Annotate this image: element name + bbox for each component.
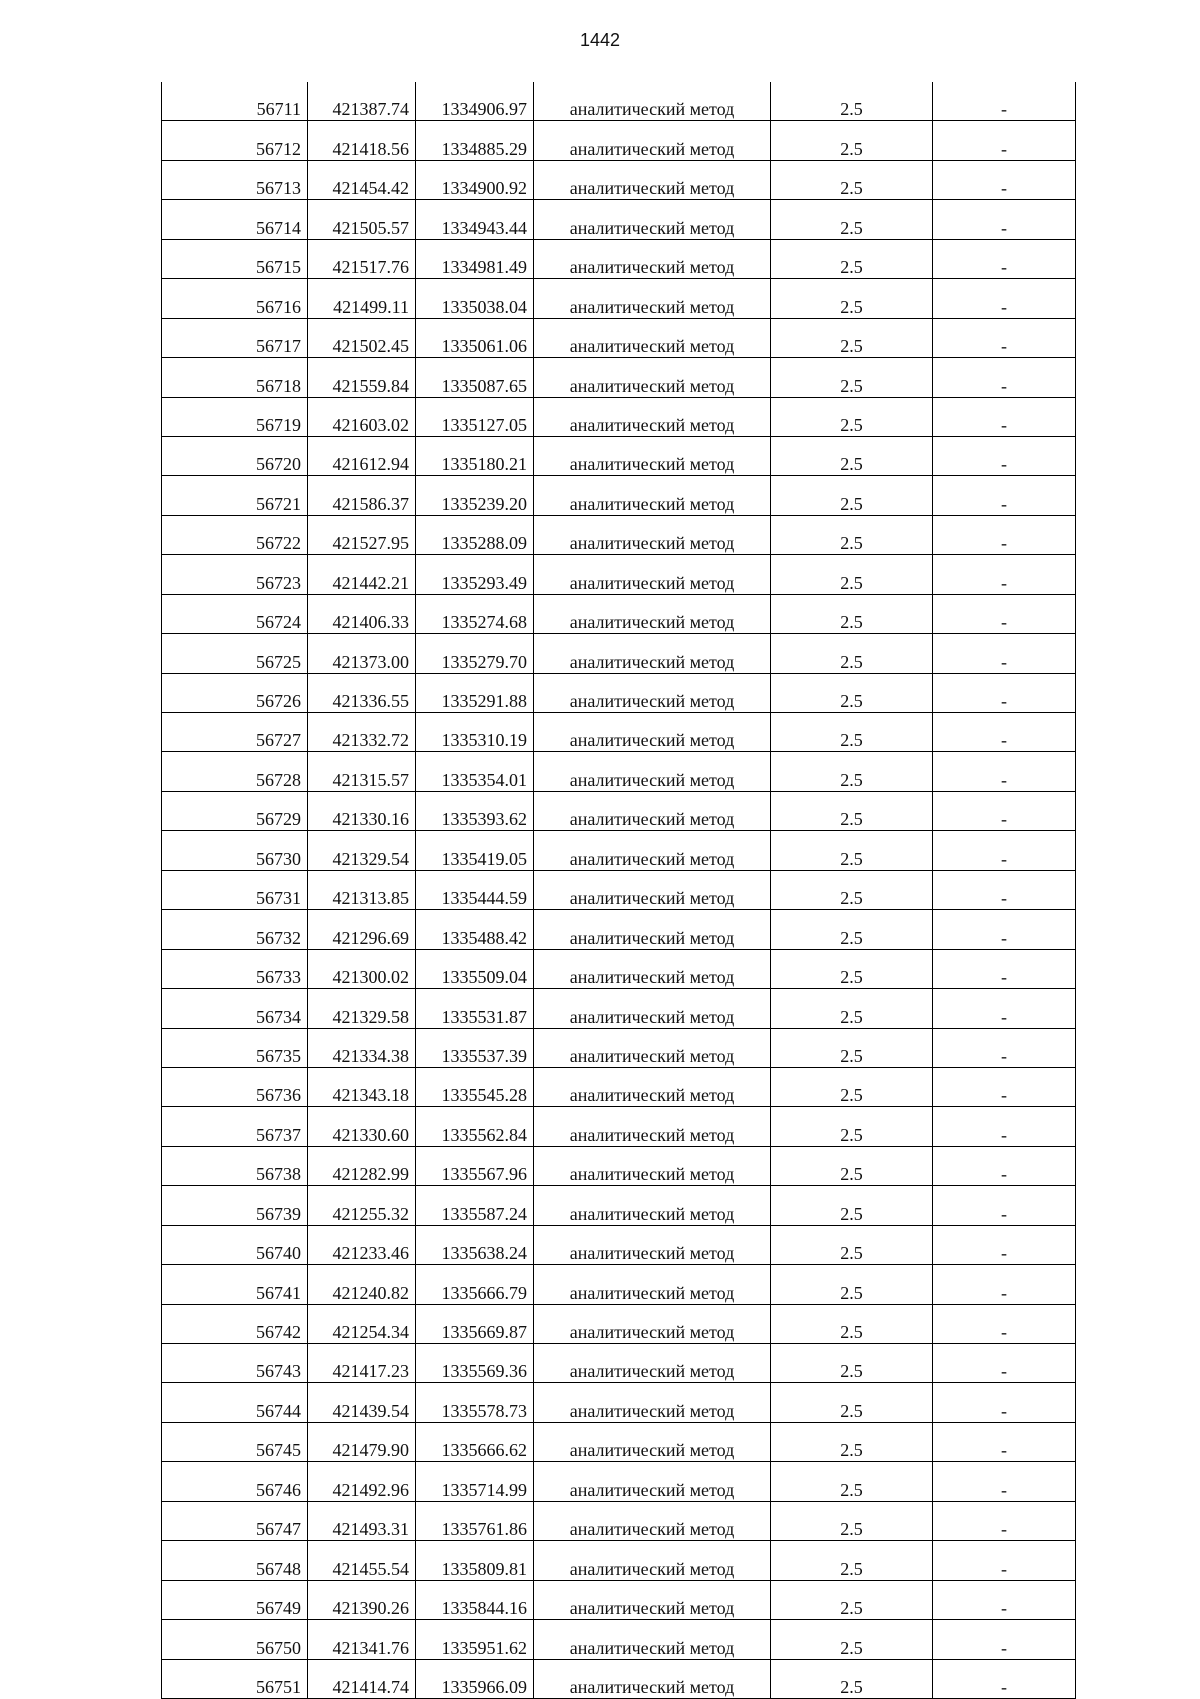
point-number-cell: 56729 bbox=[162, 791, 308, 830]
method-cell: аналитический метод bbox=[534, 673, 771, 712]
table-row bbox=[162, 791, 1076, 830]
note-cell: - bbox=[933, 1383, 1076, 1422]
y-coordinate-cell: 1335291.88 bbox=[416, 673, 534, 712]
method-cell: аналитический метод bbox=[534, 949, 771, 988]
x-coordinate-cell: 421442.21 bbox=[308, 555, 416, 594]
method-cell: аналитический метод bbox=[534, 1146, 771, 1185]
point-number-cell: 56712 bbox=[162, 121, 308, 160]
note-cell: - bbox=[933, 200, 1076, 239]
point-number-cell: 56720 bbox=[162, 436, 308, 475]
table-row bbox=[162, 1265, 1076, 1304]
note-cell: - bbox=[933, 1146, 1076, 1185]
x-coordinate-cell: 421341.76 bbox=[308, 1620, 416, 1659]
y-coordinate-cell: 1335569.36 bbox=[416, 1344, 534, 1383]
point-number-cell: 56730 bbox=[162, 831, 308, 870]
y-coordinate-cell: 1335638.24 bbox=[416, 1225, 534, 1264]
note-cell: - bbox=[933, 1541, 1076, 1580]
x-coordinate-cell: 421612.94 bbox=[308, 436, 416, 475]
note-cell: - bbox=[933, 1265, 1076, 1304]
note-cell: - bbox=[933, 82, 1076, 121]
table-row bbox=[162, 555, 1076, 594]
point-number-cell: 56750 bbox=[162, 1620, 308, 1659]
point-number-cell: 56745 bbox=[162, 1422, 308, 1461]
y-coordinate-cell: 1335038.04 bbox=[416, 279, 534, 318]
x-coordinate-cell: 421343.18 bbox=[308, 1067, 416, 1106]
accuracy-cell: 2.5 bbox=[771, 1067, 933, 1106]
method-cell: аналитический метод bbox=[534, 713, 771, 752]
x-coordinate-cell: 421373.00 bbox=[308, 634, 416, 673]
y-coordinate-cell: 1335127.05 bbox=[416, 397, 534, 436]
accuracy-cell: 2.5 bbox=[771, 1265, 933, 1304]
note-cell: - bbox=[933, 791, 1076, 830]
note-cell: - bbox=[933, 1225, 1076, 1264]
method-cell: аналитический метод bbox=[534, 82, 771, 121]
note-cell: - bbox=[933, 160, 1076, 199]
x-coordinate-cell: 421479.90 bbox=[308, 1422, 416, 1461]
accuracy-cell: 2.5 bbox=[771, 1620, 933, 1659]
method-cell: аналитический метод bbox=[534, 634, 771, 673]
accuracy-cell: 2.5 bbox=[771, 673, 933, 712]
method-cell: аналитический метод bbox=[534, 436, 771, 475]
y-coordinate-cell: 1335061.06 bbox=[416, 318, 534, 357]
table-row bbox=[162, 831, 1076, 870]
method-cell: аналитический метод bbox=[534, 1422, 771, 1461]
accuracy-cell: 2.5 bbox=[771, 989, 933, 1028]
y-coordinate-cell: 1335567.96 bbox=[416, 1146, 534, 1185]
note-cell: - bbox=[933, 555, 1076, 594]
x-coordinate-cell: 421493.31 bbox=[308, 1501, 416, 1540]
method-cell: аналитический метод bbox=[534, 200, 771, 239]
x-coordinate-cell: 421254.34 bbox=[308, 1304, 416, 1343]
method-cell: аналитический метод bbox=[534, 791, 771, 830]
method-cell: аналитический метод bbox=[534, 1580, 771, 1619]
table-row bbox=[162, 1107, 1076, 1146]
point-number-cell: 56748 bbox=[162, 1541, 308, 1580]
point-number-cell: 56741 bbox=[162, 1265, 308, 1304]
accuracy-cell: 2.5 bbox=[771, 1146, 933, 1185]
note-cell: - bbox=[933, 1462, 1076, 1501]
note-cell: - bbox=[933, 1304, 1076, 1343]
table-row bbox=[162, 949, 1076, 988]
x-coordinate-cell: 421240.82 bbox=[308, 1265, 416, 1304]
point-number-cell: 56751 bbox=[162, 1659, 308, 1698]
note-cell: - bbox=[933, 634, 1076, 673]
y-coordinate-cell: 1335844.16 bbox=[416, 1580, 534, 1619]
accuracy-cell: 2.5 bbox=[771, 279, 933, 318]
y-coordinate-cell: 1335279.70 bbox=[416, 634, 534, 673]
x-coordinate-cell: 421502.45 bbox=[308, 318, 416, 357]
note-cell: - bbox=[933, 515, 1076, 554]
table-row bbox=[162, 1067, 1076, 1106]
accuracy-cell: 2.5 bbox=[771, 82, 933, 121]
accuracy-cell: 2.5 bbox=[771, 1107, 933, 1146]
accuracy-cell: 2.5 bbox=[771, 1422, 933, 1461]
y-coordinate-cell: 1335761.86 bbox=[416, 1501, 534, 1540]
table-row bbox=[162, 397, 1076, 436]
method-cell: аналитический метод bbox=[534, 476, 771, 515]
table-row bbox=[162, 1383, 1076, 1422]
point-number-cell: 56716 bbox=[162, 279, 308, 318]
x-coordinate-cell: 421455.54 bbox=[308, 1541, 416, 1580]
x-coordinate-cell: 421439.54 bbox=[308, 1383, 416, 1422]
point-number-cell: 56735 bbox=[162, 1028, 308, 1067]
method-cell: аналитический метод bbox=[534, 318, 771, 357]
y-coordinate-cell: 1335587.24 bbox=[416, 1186, 534, 1225]
accuracy-cell: 2.5 bbox=[771, 397, 933, 436]
point-number-cell: 56736 bbox=[162, 1067, 308, 1106]
table-row bbox=[162, 1462, 1076, 1501]
note-cell: - bbox=[933, 239, 1076, 278]
note-cell: - bbox=[933, 989, 1076, 1028]
note-cell: - bbox=[933, 279, 1076, 318]
method-cell: аналитический метод bbox=[534, 831, 771, 870]
point-number-cell: 56747 bbox=[162, 1501, 308, 1540]
y-coordinate-cell: 1335393.62 bbox=[416, 791, 534, 830]
method-cell: аналитический метод bbox=[534, 1620, 771, 1659]
x-coordinate-cell: 421313.85 bbox=[308, 870, 416, 909]
method-cell: аналитический метод bbox=[534, 1067, 771, 1106]
point-number-cell: 56717 bbox=[162, 318, 308, 357]
note-cell: - bbox=[933, 949, 1076, 988]
accuracy-cell: 2.5 bbox=[771, 634, 933, 673]
note-cell: - bbox=[933, 1422, 1076, 1461]
accuracy-cell: 2.5 bbox=[771, 1344, 933, 1383]
point-number-cell: 56732 bbox=[162, 910, 308, 949]
note-cell: - bbox=[933, 870, 1076, 909]
y-coordinate-cell: 1335444.59 bbox=[416, 870, 534, 909]
table-row bbox=[162, 476, 1076, 515]
y-coordinate-cell: 1335714.99 bbox=[416, 1462, 534, 1501]
method-cell: аналитический метод bbox=[534, 1107, 771, 1146]
x-coordinate-cell: 421390.26 bbox=[308, 1580, 416, 1619]
y-coordinate-cell: 1335310.19 bbox=[416, 713, 534, 752]
table-row bbox=[162, 1659, 1076, 1698]
table-row bbox=[162, 200, 1076, 239]
y-coordinate-cell: 1335669.87 bbox=[416, 1304, 534, 1343]
method-cell: аналитический метод bbox=[534, 1659, 771, 1698]
point-number-cell: 56744 bbox=[162, 1383, 308, 1422]
y-coordinate-cell: 1334900.92 bbox=[416, 160, 534, 199]
x-coordinate-cell: 421332.72 bbox=[308, 713, 416, 752]
accuracy-cell: 2.5 bbox=[771, 1225, 933, 1264]
table-row bbox=[162, 318, 1076, 357]
point-number-cell: 56737 bbox=[162, 1107, 308, 1146]
accuracy-cell: 2.5 bbox=[771, 1462, 933, 1501]
y-coordinate-cell: 1334885.29 bbox=[416, 121, 534, 160]
y-coordinate-cell: 1335488.42 bbox=[416, 910, 534, 949]
y-coordinate-cell: 1335087.65 bbox=[416, 358, 534, 397]
page-number: 1442 bbox=[579, 30, 621, 50]
y-coordinate-cell: 1335537.39 bbox=[416, 1028, 534, 1067]
method-cell: аналитический метод bbox=[534, 1304, 771, 1343]
y-coordinate-cell: 1335274.68 bbox=[416, 594, 534, 633]
point-number-cell: 56734 bbox=[162, 989, 308, 1028]
table-row bbox=[162, 713, 1076, 752]
table-row bbox=[162, 1541, 1076, 1580]
y-coordinate-cell: 1335180.21 bbox=[416, 436, 534, 475]
x-coordinate-cell: 421454.42 bbox=[308, 160, 416, 199]
table-row bbox=[162, 673, 1076, 712]
table-row bbox=[162, 1186, 1076, 1225]
note-cell: - bbox=[933, 831, 1076, 870]
accuracy-cell: 2.5 bbox=[771, 515, 933, 554]
method-cell: аналитический метод bbox=[534, 555, 771, 594]
x-coordinate-cell: 421233.46 bbox=[308, 1225, 416, 1264]
x-coordinate-cell: 421505.57 bbox=[308, 200, 416, 239]
y-coordinate-cell: 1335239.20 bbox=[416, 476, 534, 515]
y-coordinate-cell: 1335288.09 bbox=[416, 515, 534, 554]
method-cell: аналитический метод bbox=[534, 1265, 771, 1304]
note-cell: - bbox=[933, 1659, 1076, 1698]
point-number-cell: 56749 bbox=[162, 1580, 308, 1619]
note-cell: - bbox=[933, 594, 1076, 633]
point-number-cell: 56715 bbox=[162, 239, 308, 278]
accuracy-cell: 2.5 bbox=[771, 160, 933, 199]
accuracy-cell: 2.5 bbox=[771, 594, 933, 633]
point-number-cell: 56731 bbox=[162, 870, 308, 909]
x-coordinate-cell: 421417.23 bbox=[308, 1344, 416, 1383]
table-row bbox=[162, 279, 1076, 318]
accuracy-cell: 2.5 bbox=[771, 1501, 933, 1540]
y-coordinate-cell: 1335562.84 bbox=[416, 1107, 534, 1146]
y-coordinate-cell: 1335666.62 bbox=[416, 1422, 534, 1461]
note-cell: - bbox=[933, 1501, 1076, 1540]
point-number-cell: 56740 bbox=[162, 1225, 308, 1264]
x-coordinate-cell: 421255.32 bbox=[308, 1186, 416, 1225]
method-cell: аналитический метод bbox=[534, 1383, 771, 1422]
table-row bbox=[162, 82, 1076, 121]
y-coordinate-cell: 1335809.81 bbox=[416, 1541, 534, 1580]
y-coordinate-cell: 1335578.73 bbox=[416, 1383, 534, 1422]
table-row bbox=[162, 989, 1076, 1028]
y-coordinate-cell: 1334943.44 bbox=[416, 200, 534, 239]
accuracy-cell: 2.5 bbox=[771, 949, 933, 988]
table-row bbox=[162, 1028, 1076, 1067]
table-row bbox=[162, 515, 1076, 554]
y-coordinate-cell: 1335951.62 bbox=[416, 1620, 534, 1659]
y-coordinate-cell: 1335966.09 bbox=[416, 1659, 534, 1698]
x-coordinate-cell: 421414.74 bbox=[308, 1659, 416, 1698]
accuracy-cell: 2.5 bbox=[771, 1028, 933, 1067]
y-coordinate-cell: 1335509.04 bbox=[416, 949, 534, 988]
point-number-cell: 56738 bbox=[162, 1146, 308, 1185]
x-coordinate-cell: 421603.02 bbox=[308, 397, 416, 436]
table-row bbox=[162, 1344, 1076, 1383]
x-coordinate-cell: 421406.33 bbox=[308, 594, 416, 633]
note-cell: - bbox=[933, 121, 1076, 160]
table-row bbox=[162, 634, 1076, 673]
coordinates-table-body bbox=[162, 82, 1076, 1698]
method-cell: аналитический метод bbox=[534, 1186, 771, 1225]
note-cell: - bbox=[933, 358, 1076, 397]
x-coordinate-cell: 421329.54 bbox=[308, 831, 416, 870]
x-coordinate-cell: 421499.11 bbox=[308, 279, 416, 318]
point-number-cell: 56718 bbox=[162, 358, 308, 397]
method-cell: аналитический метод bbox=[534, 1225, 771, 1264]
x-coordinate-cell: 421517.76 bbox=[308, 239, 416, 278]
note-cell: - bbox=[933, 1620, 1076, 1659]
method-cell: аналитический метод bbox=[534, 121, 771, 160]
x-coordinate-cell: 421282.99 bbox=[308, 1146, 416, 1185]
point-number-cell: 56724 bbox=[162, 594, 308, 633]
x-coordinate-cell: 421330.16 bbox=[308, 791, 416, 830]
note-cell: - bbox=[933, 673, 1076, 712]
accuracy-cell: 2.5 bbox=[771, 1186, 933, 1225]
x-coordinate-cell: 421559.84 bbox=[308, 358, 416, 397]
table-row bbox=[162, 1422, 1076, 1461]
point-number-cell: 56746 bbox=[162, 1462, 308, 1501]
point-number-cell: 56726 bbox=[162, 673, 308, 712]
table-row bbox=[162, 239, 1076, 278]
note-cell: - bbox=[933, 436, 1076, 475]
point-number-cell: 56727 bbox=[162, 713, 308, 752]
accuracy-cell: 2.5 bbox=[771, 870, 933, 909]
table-row bbox=[162, 121, 1076, 160]
point-number-cell: 56728 bbox=[162, 752, 308, 791]
accuracy-cell: 2.5 bbox=[771, 1659, 933, 1698]
point-number-cell: 56742 bbox=[162, 1304, 308, 1343]
accuracy-cell: 2.5 bbox=[771, 358, 933, 397]
method-cell: аналитический метод bbox=[534, 910, 771, 949]
note-cell: - bbox=[933, 318, 1076, 357]
note-cell: - bbox=[933, 1344, 1076, 1383]
point-number-cell: 56713 bbox=[162, 160, 308, 199]
x-coordinate-cell: 421418.56 bbox=[308, 121, 416, 160]
accuracy-cell: 2.5 bbox=[771, 713, 933, 752]
note-cell: - bbox=[933, 1067, 1076, 1106]
accuracy-cell: 2.5 bbox=[771, 1580, 933, 1619]
method-cell: аналитический метод bbox=[534, 1541, 771, 1580]
note-cell: - bbox=[933, 1028, 1076, 1067]
point-number-cell: 56711 bbox=[162, 82, 308, 121]
table-row bbox=[162, 870, 1076, 909]
accuracy-cell: 2.5 bbox=[771, 1304, 933, 1343]
accuracy-cell: 2.5 bbox=[771, 200, 933, 239]
accuracy-cell: 2.5 bbox=[771, 752, 933, 791]
table-row bbox=[162, 752, 1076, 791]
method-cell: аналитический метод bbox=[534, 397, 771, 436]
x-coordinate-cell: 421296.69 bbox=[308, 910, 416, 949]
x-coordinate-cell: 421330.60 bbox=[308, 1107, 416, 1146]
accuracy-cell: 2.5 bbox=[771, 436, 933, 475]
y-coordinate-cell: 1334981.49 bbox=[416, 239, 534, 278]
point-number-cell: 56739 bbox=[162, 1186, 308, 1225]
note-cell: - bbox=[933, 1186, 1076, 1225]
y-coordinate-cell: 1335419.05 bbox=[416, 831, 534, 870]
method-cell: аналитический метод bbox=[534, 1028, 771, 1067]
accuracy-cell: 2.5 bbox=[771, 476, 933, 515]
note-cell: - bbox=[933, 1107, 1076, 1146]
y-coordinate-cell: 1335293.49 bbox=[416, 555, 534, 594]
accuracy-cell: 2.5 bbox=[771, 318, 933, 357]
point-number-cell: 56743 bbox=[162, 1344, 308, 1383]
accuracy-cell: 2.5 bbox=[771, 831, 933, 870]
y-coordinate-cell: 1335545.28 bbox=[416, 1067, 534, 1106]
method-cell: аналитический метод bbox=[534, 752, 771, 791]
table-row bbox=[162, 1304, 1076, 1343]
x-coordinate-cell: 421336.55 bbox=[308, 673, 416, 712]
point-number-cell: 56733 bbox=[162, 949, 308, 988]
method-cell: аналитический метод bbox=[534, 358, 771, 397]
note-cell: - bbox=[933, 476, 1076, 515]
table-row bbox=[162, 358, 1076, 397]
table-row bbox=[162, 1580, 1076, 1619]
table-row bbox=[162, 160, 1076, 199]
x-coordinate-cell: 421586.37 bbox=[308, 476, 416, 515]
coordinates-table bbox=[161, 82, 1076, 1699]
method-cell: аналитический метод bbox=[534, 989, 771, 1028]
x-coordinate-cell: 421387.74 bbox=[308, 82, 416, 121]
x-coordinate-cell: 421492.96 bbox=[308, 1462, 416, 1501]
method-cell: аналитический метод bbox=[534, 160, 771, 199]
point-number-cell: 56721 bbox=[162, 476, 308, 515]
x-coordinate-cell: 421334.38 bbox=[308, 1028, 416, 1067]
method-cell: аналитический метод bbox=[534, 1501, 771, 1540]
note-cell: - bbox=[933, 1580, 1076, 1619]
method-cell: аналитический метод bbox=[534, 1344, 771, 1383]
table-row bbox=[162, 1501, 1076, 1540]
x-coordinate-cell: 421315.57 bbox=[308, 752, 416, 791]
point-number-cell: 56714 bbox=[162, 200, 308, 239]
method-cell: аналитический метод bbox=[534, 279, 771, 318]
table-row bbox=[162, 1620, 1076, 1659]
method-cell: аналитический метод bbox=[534, 870, 771, 909]
y-coordinate-cell: 1335531.87 bbox=[416, 989, 534, 1028]
point-number-cell: 56722 bbox=[162, 515, 308, 554]
y-coordinate-cell: 1335666.79 bbox=[416, 1265, 534, 1304]
table-row bbox=[162, 436, 1076, 475]
note-cell: - bbox=[933, 713, 1076, 752]
method-cell: аналитический метод bbox=[534, 1462, 771, 1501]
table-row bbox=[162, 1225, 1076, 1264]
note-cell: - bbox=[933, 397, 1076, 436]
accuracy-cell: 2.5 bbox=[771, 239, 933, 278]
method-cell: аналитический метод bbox=[534, 515, 771, 554]
accuracy-cell: 2.5 bbox=[771, 121, 933, 160]
accuracy-cell: 2.5 bbox=[771, 1541, 933, 1580]
point-number-cell: 56719 bbox=[162, 397, 308, 436]
table-row bbox=[162, 1146, 1076, 1185]
note-cell: - bbox=[933, 752, 1076, 791]
table-row bbox=[162, 910, 1076, 949]
x-coordinate-cell: 421527.95 bbox=[308, 515, 416, 554]
accuracy-cell: 2.5 bbox=[771, 1383, 933, 1422]
accuracy-cell: 2.5 bbox=[771, 555, 933, 594]
method-cell: аналитический метод bbox=[534, 239, 771, 278]
y-coordinate-cell: 1335354.01 bbox=[416, 752, 534, 791]
point-number-cell: 56723 bbox=[162, 555, 308, 594]
note-cell: - bbox=[933, 910, 1076, 949]
y-coordinate-cell: 1334906.97 bbox=[416, 82, 534, 121]
point-number-cell: 56725 bbox=[162, 634, 308, 673]
table-row bbox=[162, 594, 1076, 633]
method-cell: аналитический метод bbox=[534, 594, 771, 633]
x-coordinate-cell: 421300.02 bbox=[308, 949, 416, 988]
x-coordinate-cell: 421329.58 bbox=[308, 989, 416, 1028]
accuracy-cell: 2.5 bbox=[771, 910, 933, 949]
accuracy-cell: 2.5 bbox=[771, 791, 933, 830]
